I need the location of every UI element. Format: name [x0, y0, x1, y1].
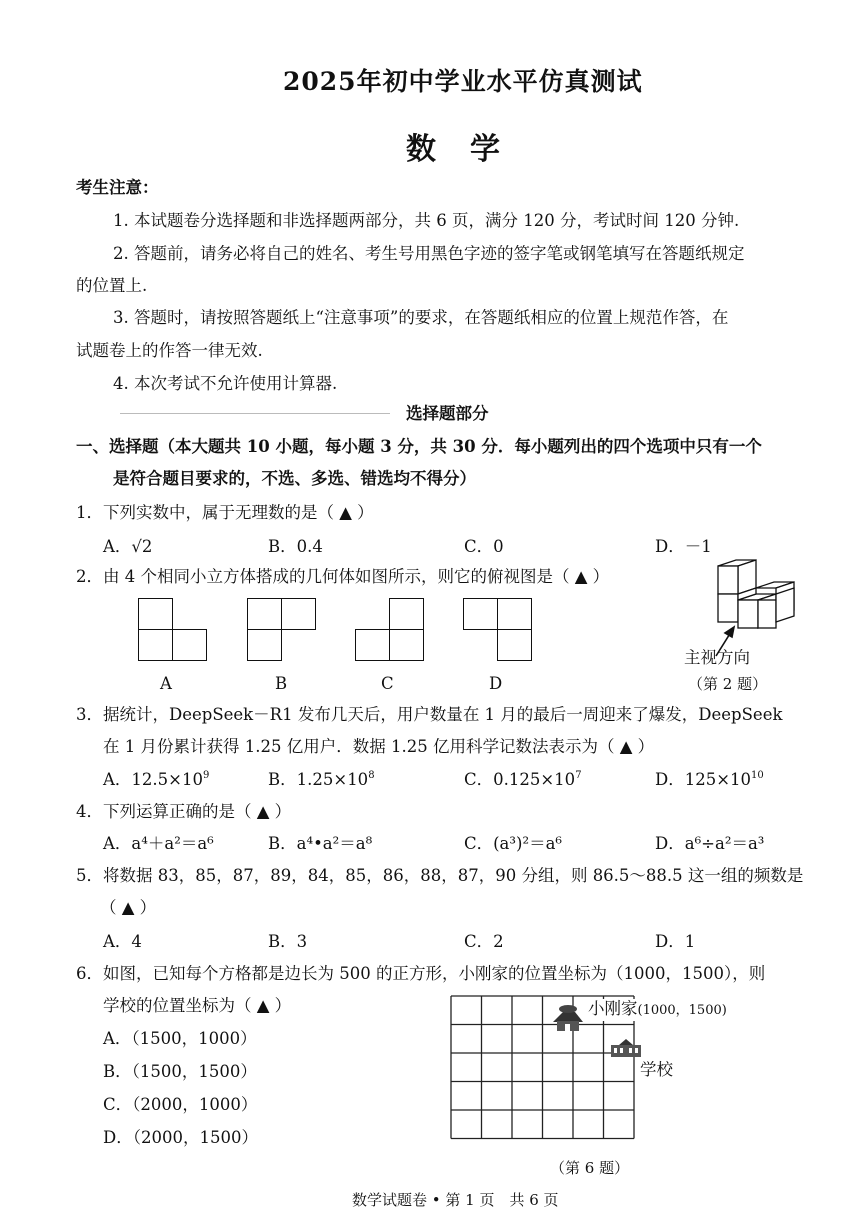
q3-line-1: 3．据统计，DeepSeek－R1 发布几天后，用户数量在 1 月的最后一周迎来了爆发，DeepSeek: [76, 705, 783, 724]
q6-school-label: 学校: [640, 1060, 673, 1079]
page-footer: 数学试题卷 • 第 1 页 共 6 页: [352, 1191, 559, 1209]
notice-item-3-cont: 试题卷上的作答一律无效.: [76, 341, 263, 360]
school-icon: [611, 1039, 641, 1057]
q5-option-b: B．3: [268, 932, 308, 951]
q2-stem: 2．由 4 个相同小立方体搭成的几何体如图所示，则它的俯视图是（ ▲ ）: [76, 567, 610, 586]
q3-option-c: [464, 770, 582, 790]
notice-item-1: 1. 本试题卷分选择题和非选择题两部分，共 6 页，满分 120 分，考试时间 120 分钟.: [113, 211, 740, 230]
q5-line-1: 5．将数据 83，85，87，89，84，85，86，88，87，90 分组，则 86.5～88.5 这一组的频数是: [76, 866, 804, 885]
q5-option-d: D．1: [655, 932, 696, 951]
q6-option-d: D．（2000，1500）: [103, 1128, 258, 1147]
notice-item-4: 4. 本次考试不允许使用计算器.: [113, 374, 338, 393]
q6-option-a: A．（1500，1000）: [103, 1029, 257, 1048]
q5-line-2: （ ▲ ）: [100, 898, 157, 917]
q6-line-2: 学校的位置坐标为（ ▲ ）: [103, 996, 292, 1015]
q4-stem: 4．下列运算正确的是（ ▲ ）: [76, 802, 292, 821]
q3-option-b-exp: 8: [368, 770, 375, 781]
q3-option-b-base: B．1.25×10: [268, 770, 369, 789]
q1-option-b: B．0.4: [268, 537, 323, 556]
q2-label-a: A: [160, 674, 172, 693]
subject-title: 数学: [406, 132, 534, 167]
q2-caption: （第 2 题）: [688, 675, 768, 693]
q2-label-d: D: [489, 674, 503, 693]
q1-option-a: [103, 537, 152, 557]
section-heading-line2: 是符合题目要求的，不选、多选、错选均不得分）: [113, 469, 476, 488]
exam-title: 2025年初中学业水平仿真测试: [283, 67, 643, 96]
q4-option-c: C．(a³)²＝a⁶: [464, 834, 563, 853]
q2-view-direction-label: 主视方向: [684, 648, 750, 667]
q1-stem: 1．下列实数中，属于无理数的是（ ▲ ）: [76, 503, 374, 522]
q1-option-a-value: √2: [131, 537, 153, 556]
q1-option-a-letter: A．: [103, 537, 132, 556]
section-heading-line1: 一、选择题（本大题共 10 小题，每小题 3 分，共 30 分．每小题列出的四个选项中只有一个: [76, 437, 762, 456]
q6-home-label: [586, 999, 729, 1021]
q3-option-c-exp: 7: [575, 770, 582, 781]
q2-label-b: B: [275, 674, 288, 693]
q6-option-c: C．（2000，1000）: [103, 1095, 258, 1114]
q3-option-b: [268, 770, 375, 790]
q4-option-d: D．a⁶÷a²＝a³: [655, 834, 765, 853]
notice-item-3: 3. 答题时，请按照答题纸上“注意事项”的要求，在答题纸相应的位置上规范作答，在: [113, 308, 729, 327]
notice-heading: 考生注意：: [76, 178, 159, 197]
q6-line-1: 6．如图，已知每个方格都是边长为 500 的正方形，小刚家的位置坐标为（1000，1500），则: [76, 964, 766, 983]
q1-option-c: C．0: [464, 537, 504, 556]
q3-option-d-base: D．125×10: [655, 770, 752, 789]
q3-option-d: [655, 770, 764, 790]
q3-line-2: 在 1 月份累计获得 1.25 亿用户．数据 1.25 亿用科学记数法表示为（ ▲ ）: [103, 737, 655, 756]
q1-option-d: D．－1: [655, 537, 712, 556]
q5-option-a: A．4: [103, 932, 142, 951]
notice-item-2-cont: 的位置上.: [76, 276, 148, 295]
q6-home-name: 小刚家: [588, 999, 638, 1018]
q5-option-c: C．2: [464, 932, 504, 951]
notice-item-2: 2. 答题前，请务必将自己的姓名、考生号用黑色字迹的签字笔或钢笔填写在答题纸规定: [113, 244, 745, 263]
section-rule: [120, 413, 390, 414]
q3-option-a-exp: 9: [202, 770, 210, 781]
q3-option-a-base: A．12.5×10: [103, 770, 203, 789]
q4-option-a: A．a⁴＋a²＝a⁶: [103, 834, 214, 853]
q3-option-a: [103, 770, 209, 790]
q6-option-b: B．（1500，1500）: [103, 1062, 257, 1081]
q3-option-d-exp: 10: [751, 770, 764, 781]
q4-option-b: B．a⁴•a²＝a⁸: [268, 834, 373, 853]
q2-label-c: C: [381, 674, 394, 693]
q3-option-c-base: C．0.125×10: [464, 770, 576, 789]
home-icon: [553, 1005, 583, 1031]
section-title: 选择题部分: [406, 404, 489, 423]
q6-home-coord: (1000，1500): [637, 1003, 727, 1018]
q6-caption: （第 6 题）: [550, 1159, 630, 1177]
